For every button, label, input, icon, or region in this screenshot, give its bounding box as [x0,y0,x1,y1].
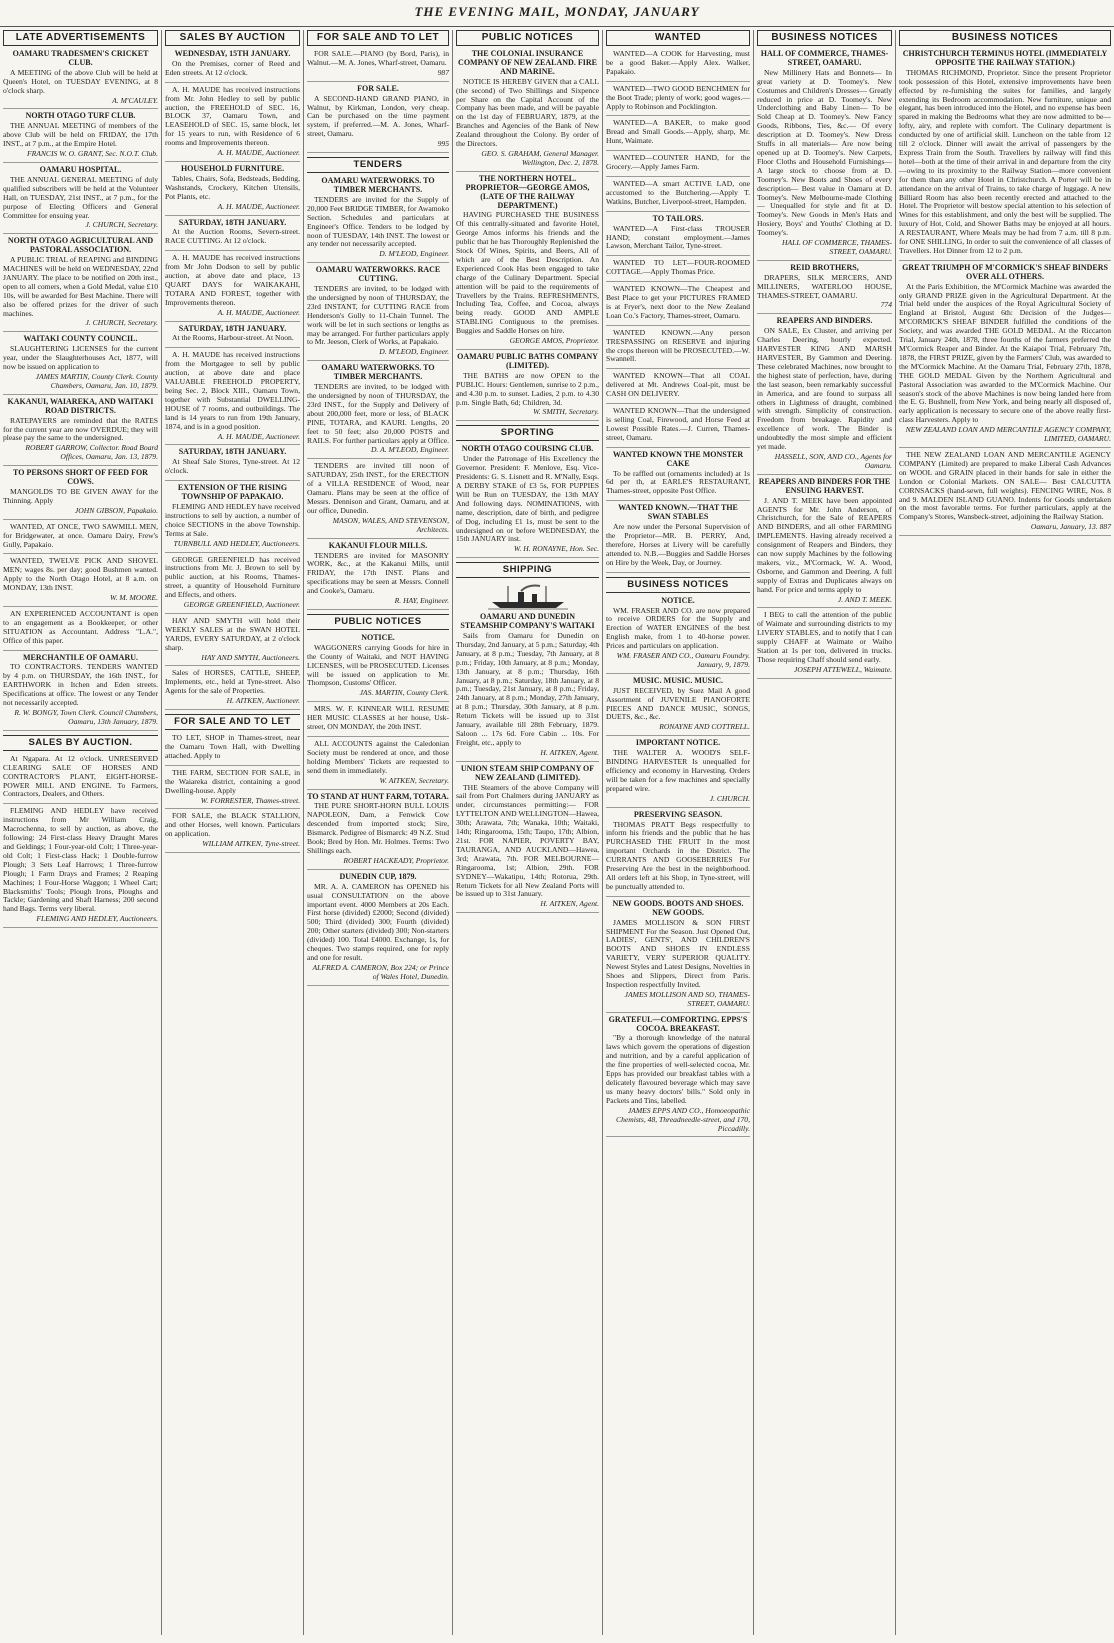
ad-body: I BEG to call the attention of the public of Waimate and surrounding districts to my LIVERY STABLES, and to notify that I can supply CHAFF at Waimate or Waiho Station at 1s per ton, delivered in trucks. Those requiring Chaff should send early. [757,610,892,664]
steamship-icon [488,582,568,610]
ad-body: TENDERS are invited for the Supply of 20,000 Feet BRIDGE TIMBER, for Awamoko Section. Schedules and particulars at Engineer's Office. Tenders to be lodged by noon of TUESDAY, 14th INST. The lowest or any tender not necessarily accepted. [307,194,449,249]
ad-signature: GEO. S. GRAHAM, General Manager. Wellington, Dec. 2, 1878. [481,148,599,167]
ad-signature: W. SMITH, Secretary. [533,407,599,417]
ad-title: SATURDAY, 18TH JANUARY. [178,323,287,333]
column-wanted [603,30,754,1635]
advertisement [606,739,750,807]
advertisement [165,219,300,252]
ad-body: THE ANNUAL MEETING of members of the above Club will be held on FRIDAY, the 17th INST., at 7 p.m., at the Empire Hotel. [3,121,158,149]
advertisement [757,50,892,261]
ad-body: MR. A. A. CAMERON has OPENED his usual CONSULTATION on the above important event. 4000 Members at 20s Each. First horse (divided) £2000; Second (divided) 500; Third (divided) 300; Fourth (divided) 200; Other starters (divided) 300; Non-starters (divided) 100. Total £4000. Exchange, 1s, for cheques. Two stamps required, one for reply and one for result. [307,881,449,962]
ad-body: WANTED—TWO GOOD BENCHMEN for the Boot Trade; plenty of work; good wages.—Apply to Robinson and Pocklington. [606,83,750,111]
ad-signature: GEORGE AMOS, Proprietor. [509,336,599,346]
advertisement [307,740,449,790]
ad-signature: RONAYNE AND COTTRELL. [659,722,750,732]
ad-signature: GEORGE GREENFIELD, Auctioneer. [183,600,300,610]
ad-body: WANTED, AT ONCE, TWO SAWMILL MEN, for Bridgewater, at once. Oamaru Dairy, Frew's Gully, Papakaio. [3,521,158,549]
advertisement [165,734,300,766]
column-header: BUSINESS NOTICES [757,30,892,46]
ad-title: CHRISTCHURCH TERMINUS HOTEL (IMMEDIATELY OPPOSITE THE RAILWAY STATION.) [902,49,1108,67]
ad-title: OAMARU WATERWORKS. TO TIMBER MERCHANTS. [321,176,435,194]
advertisement [757,264,892,315]
ad-signature: 995 [437,139,449,149]
ad-body: THOMAS PRATT Begs respectfully to inform his friends and the public that he has PURCHASED THE FRUIT In the most important Orchards in the District. The CURRANTS AND GOOSEBERRIES For Preserving Are the best in the neighborhood. All orders left at his Shop, in Tyne-street, will be punctually attended to. [606,819,750,891]
advertisement [456,50,599,172]
ad-signature: ALFRED A. CAMERON, Box 224; or Prince of Wales Hotel, Dunedin. [312,962,449,981]
ad-title: OAMARU TRADESMEN'S CRICKET CLUB. [12,49,149,67]
advertisement [3,398,158,466]
advertisement [606,1016,750,1138]
advertisement [606,50,750,82]
ad-title: MERCHANTILE OF OAMARU. [22,652,139,662]
column-sales-by-auction [162,30,304,1635]
column-header: WANTED [606,30,750,46]
column-for-sale-and-to-let [304,30,453,1635]
ad-signature: JAMES MARTIN, County Clerk. County Chambers, Oamaru, Jan. 10, 1879. [35,372,158,390]
advertisement [307,873,449,986]
ad-body: Sails from Oamaru for Dunedin on Thursday, 2nd January, at 5 p.m.; Saturday, 4th January, at 8 p.m.; Tuesday, 7th January, at 8 p.m.; Friday, 10th January, at 8 p.m.; Monday, 13th January, at 8 p.m.; Thursday, 16th January, at 8 p.m.; Saturday, 18th January, at 8 p.m.; Tuesday, 21st January, at 8 p.m.; Friday, 24th January, at 8 p.m.; Monday, 27th January, at 8 p.m.; Thursday, 30th January, at 8 p.m. Return Tickets will be issued up to 31st January, available till 28th February, 1879. Saloon ... 17s 6d. Fore Cabin ... 10s. For Freight, etc., apply to [456,631,599,747]
advertisement [307,85,449,153]
ad-signature: H. AITKEN, Auctioneer. [226,696,300,706]
advertisement [606,285,750,326]
ad-body: WANTED, TWELVE PICK AND SHOVEL MEN; wages 8s. per day; good Bushmen wanted. Apply to the North Otago Hotel, at 8 a.m. on MONDAY, 13th INST. [3,556,158,593]
ad-body: J. AND T. MEEK have been appointed AGENTS for Mr. John Anderson, of Christchurch, for the Sale of REAPERS AND BINDERS, and all other FARMING IMPLEMENTS. Having already received a consignment of Reapers and Binders, they can now supply Machines by the following makers, viz., M'Cormack, W. A. Wood, Osborne, and Gammon and Deering. A full supply of Extras and Duplicates always on hand. For price and terms apply to [757,495,892,594]
ad-signature: R. W. BONGY, Town Clerk. Council Chambers, Oamaru, 13th January, 1879. [14,708,158,726]
ad-title: TO PERSONS SHORT OF FEED FOR COWS. [13,468,148,487]
ad-body: WANTED—A COOK for Harvesting, must be a good Baker.—Apply Alex. Walker, Papakaio. [606,49,750,76]
ad-title: NOTICE. [661,595,695,605]
ad-signature: A. H. MAUDE, Auctioneer. [217,431,300,441]
column-header: PUBLIC NOTICES [456,30,599,46]
column-header: LATE ADVERTISEMENTS [3,30,158,46]
ad-body: WANTED—A BAKER, to make good Bread and Small Goods.—Apply, sharp, Mr. Hunt, Waimate. [606,118,750,146]
advertisement [165,448,300,481]
section-header: FOR SALE AND TO LET [165,714,300,730]
advertisement [165,769,300,810]
ad-body: AN EXPERIENCED ACCOUNTANT is open to an engagement as a Bookkeeper, or other SITUATION as Accountant. Address "L.A.", Office of this paper. [3,608,158,645]
ad-title: WEDNESDAY, 15TH JANUARY. [174,49,291,58]
ad-body: THE Steamers of the above Company will sail from Port Chalmers during JANUARY as under, circumstances permitting:— FOR LYTTELTON AND WELLINGTON—Hawea, 30th; Arawata, 7th; Wanaka, 10th; Waitaki, 14th; Ringarooma, 15th; Taupo, 17th; Albion, 21st. FOR NAPIER, POVERTY BAY, TAURANGA, AND AUCKLAND—Hawea, 3rd; Arawata, 7th. FOR MELBOURNE—Ringarooma, 1st; Albion, 29th. FOR SYDNEY—Wakatipu, 14th; Rotorua, 29th. Return Tickets for all New Zealand Ports will be issued up to 31st January. [456,782,600,899]
ad-body: WANTED—A First-class TROUSER HAND; constant employment.—James Lawson, Merchant Tailor, Tyne-street. [606,223,750,251]
ad-body: JUST RECEIVED, by Suez Mail A good Assortment of JUVENILE PIANOFORTE PIECES AND DANCE MUSIC, SONGS, DUETS, &c., &c. [606,685,750,722]
advertisement [606,900,750,1013]
ad-body: WANTED KNOWN—That all COAL delivered at Mt. Andrews Coal-pit, must be CASH ON DELIVERY. [606,371,750,399]
ad-signature: FRANCIS W. O. GRANT, Sec. N.O.T. Club. [26,149,158,159]
advertisement [165,165,300,216]
ad-body: THE ANNUAL GENERAL MEETING of duly qualified subscribers will be held at the Volunteer Hall, on TUESDAY, 21st INST., at 7 p.m., for the purpose of Electing Officers and General Committee for ensuing year. [3,174,158,220]
ad-body: At Sheaf Sale Stores, Tyne-street. At 12 o'clock. [165,457,300,476]
advertisement [307,793,449,870]
advertisement [165,86,300,162]
advertisement [606,504,750,572]
advertisement [606,372,750,404]
column-late-advertisements [0,30,162,1635]
section-header: BUSINESS NOTICES [606,577,750,593]
advertisement [606,811,750,897]
column-header: FOR SALE AND TO LET [307,30,449,46]
column-header: BUSINESS NOTICES [899,30,1111,46]
ad-title: OAMARU PUBLIC BATHS COMPANY (LIMITED). [457,352,598,370]
ad-signature: W. H. RONAYNE, Hon. Sec. [513,544,599,554]
ad-body: RATEPAYERS are reminded that the RATES for the current year are now OVERDUE; they will please pay the same to the undersigned. [3,415,158,443]
advertisement [606,451,750,502]
ad-signature: J. CHURCH, Secretary. [85,318,158,328]
advertisement [606,597,750,674]
masthead: THE EVENING MAIL, MONDAY, JANUARY [0,0,1114,27]
ad-signature: HALL OF COMMERCE, THAMES-STREET, OAMARU. [782,238,892,256]
ad-title: NORTH OTAGO TURF CLUB. [25,111,136,121]
ad-body: Sales of HORSES, CATTLE, SHEEP, Implements, etc., held at Tyne-street. Also Agents for the sale of Properties. [165,668,300,696]
advertisement [757,611,892,678]
ad-signature: J. AND T. MEEK. [837,594,892,604]
ad-signature: A. M'CAULEY. [112,95,158,105]
ad-body: Under the Patronage of His Excellency the Governor. President: F. Menlove, Esq. Vice-Presidents: G. S. Lisnett and R. M'Nally, Esqs. A DERBY STAKE of £3 5s, FOR PUPPIES Will be Run on TUESDAY, the 13th MAY And following days. NOMINATIONS, with name, description, date of birth, and pedigree of Dog, including £1 1s, must be sent to the undersigned on or before WEDNESDAY, the 15th JANUARY inst. [456,454,599,544]
ad-body: TENDERS are invited, to be lodged with the undersigned by noon of THURSDAY, the 23rd INSTANT, for CUTTING RACE from Henderson's Gully to 11-Chain Tunnel. The work will be let in such sections or lengths as may be arranged. For further particulars apply to Mr. Jeeson, Clerk of Works, at Papakaio. [307,284,449,347]
ad-signature: WM. FRASER AND CO., Oamaru Foundry. January, 9, 1879. [616,651,750,669]
ad-body: ON SALE, Ex Cluster, and arriving per Charles Deering, hourly expected. HARVESTER KING AND MARSH HARVESTER, By Gammon and Deering. These celebrated Machines, now brought to the highest state of perfection, have, during the last season, been remarkably successful in America, and are found to surpass all others in Lightness of draught, combined with strength. Simplicity of construction. Freedom from breakage. Rapidity and excellence of work. The Binder is undoubtedly the most simple and efficient yet made. [757,326,892,452]
advertisement [606,119,750,151]
ad-title: NORTH OTAGO COURSING CLUB. [461,444,594,454]
ad-body: WM. FRASER AND CO. are now prepared to receive ORDERS for the Supply and Erection of WATER ENGINES of the best English make, from 1 to 40-horse power. Prices and particulars on application. [606,605,750,651]
advertisement [456,613,599,762]
ad-body: THE FARM, SECTION FOR SALE, in the Waiareka district, containing a good Dwelling-house. Apply [165,767,300,795]
ad-body: At Ngapara. At 12 o'clock. UNRESERVED CLEARING SALE OF HORSES AND CONTRACTOR'S PLANT, EIGHT-HORSE-POWER MILL AND ENGINE. To Farmers, Contractors, Dealers, and Others. [3,753,158,799]
ad-body: ALL ACCOUNTS against the Caledonian Society must be rendered at once, and those holding Members' Tickets are requested to send them in immediately. [307,739,449,775]
ad-body: HAVING PURCHASED THE BUSINESS Of this centrally-situated and favorite Hotel, George Amos informs his friends and the public that he has Thoroughly Replenished the Stock Of Wines, Spirits, and Beers, All of which are of the Best Description. An Experienced Cook Has been engaged to take charge of the Culinary Department. Special attention will be paid to the requirements of Travellers by the Trains. REFRESHMENTS, Including Tea, Coffee, and Cocoa, always being ready. GOOD AND AMPLE STABLING Contiguous to the premises. Buggies and Saddle Horses on hire. [456,210,599,336]
ad-signature: TURNBULL AND HEDLEY, Auctioneers. [173,538,300,548]
ad-body: WANTED KNOWN.—Any person TRESPASSING on RESERVE and injuring the crops thereon will be PROSECUTED.—W. Swannell. [606,327,750,364]
ad-signature: ROBERT HACKEADY, Proprietor. [343,855,449,865]
advertisement [606,259,750,282]
advertisement [165,812,300,853]
advertisement [307,542,449,610]
ad-title: PRESERVING SEASON. [633,809,723,819]
advertisement [307,634,449,702]
advertisement [899,451,1111,536]
ad-title: THE NORTHERN HOTEL. PROPRIETOR—GEORGE AMOS, (LATE OF THE RAILWAY DEPARTMENT.) [465,173,590,210]
column-public-notices [453,30,603,1635]
advertisement [307,364,449,459]
advertisement [3,610,158,651]
ad-body: FOR SALE.—PIANO (by Bord, Paris), in Walnut.—M. A. Jones, Wharf-street, Oamaru. [307,49,449,67]
ad-title: OAMARU HOSPITAL. [39,164,122,174]
advertisement [456,445,599,558]
ad-body: WANTED TO LET—FOUR-ROOMED COTTAGE.—Apply Thomas Price. [606,258,750,277]
ad-title: REID BROTHERS, [790,262,859,272]
ad-body: THOMAS RICHMOND, Proprietor. Since the present Proprietor took possession of this Hotel, extensive improvements have been effected by re-furnishing the suites for families, and largely extending its Bedroom accommodation. New furniture, unique and elegant, has been introduced into the Hotel, and no expense has been spared in making the Bedrooms what they are now admitted to be—lofty, airy, and replete with comfort. The Culinary department is conducted by one of artificial skill. Luncheon on the table from 12 till 2 o'clock. Dinner will await the arrival of passengers by the Express Train from the South. Travellers by railway will find this hotel—both at the time of their arrival in and departure from the city—owing to its proximity to the Railway Station—more convenient for them than any other Hotel in Christchurch. A Porter will be in attendance on the arrival of Trains, to take charge of luggage. A new Billiard Room has also been recently erected and attached to the Hotel. The Proprietor will bestow special attention to his selection of Wines for this establishment, and only the best will be supplied. The luxury of Hot, Cold, and Shower Baths may be enjoyed at all hours. A RESTAURANT, Where Meals may be had from 7 a.m. till 8 p.m. for ONE SHILLING, In order to suit the convenience of all classes of Travellers. Hot Dinner from 12 to 2 p.m. [899,67,1111,255]
ad-title: WANTED KNOWN.—THAT THE SWAN STABLES [618,503,738,522]
ad-title: GREAT TRIUMPH OF M'CORMICK'S SHEAF BINDERS OVER ALL OTHERS. [902,262,1108,281]
ad-body: TO LET, SHOP in Thames-street, near the Oamaru Town Hall, with Dwelling attached. Apply to [165,733,300,760]
ad-body: SLAUGHTERING LICENSES for the current year, under the Slaughterhouses Act, 1877, will now be issued on application to [3,344,158,372]
ad-title: REAPERS AND BINDERS FOR THE ENSUING HARVEST. [758,476,891,495]
ad-title: TO TAILORS. [652,213,704,223]
section-header: SALES BY AUCTION. [3,735,158,751]
advertisement [165,484,300,552]
column-business-notices-left [754,30,896,1635]
advertisement [606,677,750,736]
ad-body: At the Paris Exhibition, the M'Cormick Machine was awarded the only GRAND PRIZE given in the Agricultural Department. At the Trial held under the auspices of the Royal Agricultural Society of England at Bristol, August 6th: Decision of the Judges—M'CORMICK'S SHEAF BINDER fulfilled the conditions of the Society, and was awarded THE GOLD MEDAL. At the Riccarton Trial, January 24th, 1878, three fourths of the farmers preferred the M'Cormick Reaper and Binder. At the Kaiapoi Trial, February 7th, 1878, the FIRST PRIZE, given by the Farmers' Club, was awarded to the M'Cormick Machine. At the Oamaru Trial, February 27th, 1878, THE GOLD MEDAL Given by the Northern Agricultural and Pastoral Association was awarded to the M'Cormick Machine. Our season's stock of the above Machines is now being landed here from the E. G. Bushnell, from New York, and being nearly all disposed of, early application is necessary to secure one of the above really first-class Harvesters. Apply to [899,281,1111,425]
ad-body: HAY AND SMYTH will hold their WEEKLY SALES at the SWAN HOTEL YARDS, EVERY SATURDAY, at 2 o'clock sharp. [165,615,300,652]
ad-body: "By a thorough knowledge of the natural laws which govern the operations of digestion and nutrition, and by a careful application of the fine properties of well-selected cocoa, Mr. Epps has provided our breakfast tables with a delicately flavoured beverage which may save us many heavy doctors' bills." Sold only in Packets and Tins, labelled. [606,1033,750,1105]
ad-body: MRS. W. F. KINNEAR WILL RESUME HER MUSIC CLASSES at her house, Usk-street, ON MONDAY, the 20th INST. [307,704,449,732]
ad-title: WANTED KNOWN THE MONSTER CAKE [612,449,744,468]
ad-signature: D. A. M'LEOD, Engineer. [370,445,449,455]
advertisement [165,617,300,667]
ad-title: MUSIC. MUSIC. MUSIC. [632,675,723,685]
ad-signature: R. HAY, Engineer. [394,596,449,606]
ad-title: DUNEDIN CUP, 1879. [339,871,417,881]
advertisement [3,807,158,928]
ad-body: NOTICE IS HEREBY GIVEN that a CALL (the second) of Two Shillings and Sixpence per Share on the Capital Account of the Company has been made, and will be payable on the 1st day of FEBRUARY, 1879, at the Branches and Agencies of the Bank of New Zealand throughout the Colony. By order of the Directors. [456,76,599,149]
ad-signature: 774 [880,300,892,310]
ad-signature: FLEMING AND HEDLEY, Auctioneers. [36,914,158,924]
ad-title: REAPERS AND BINDERS. [776,316,873,326]
ad-body: Tables, Chairs, Sofa, Bedsteads, Bedding, Washstands, Crockery, Kitchen Utensils, Pot Plants, etc. [165,173,300,201]
ad-title: SATURDAY, 18TH JANUARY. [178,217,287,227]
ad-body: A PUBLIC TRIAL of REAPING and BINDING MACHINES will be held on WEDNESDAY, 22nd JANUARY. The place to be notified on 20th inst., open to all comers, when a Gold Medal, value £10 10s, will be awarded for Best Machine. There will also be offered prizes for the driver of such machines. [3,255,158,318]
ad-signature: JOHN GIBSON, Papakaio. [74,505,158,515]
ad-signature: Oamaru, January, 13. 887 [1030,522,1111,532]
ad-signature: W. M. MOORE. [109,593,158,603]
ad-title: WAITAKI COUNTY COUNCIL. [23,334,138,344]
ad-signature: D. M'LEOD, Engineer. [379,249,449,259]
section-header: SHIPPING [456,562,599,578]
column-business-notices-right [896,30,1114,1635]
advertisement [3,112,158,163]
ad-body: FLEMING AND HEDLEY have received instructions to sell by auction, a number of choice SECTIONS in the above Township. Terms at Sale. [165,501,300,538]
advertisement [307,50,449,82]
advertisement [307,705,449,737]
advertisement [3,557,158,607]
ad-title: GRATEFUL—COMFORTING. EPPS'S COCOA. BREAKFAST. [608,1014,748,1033]
ad-signature: J. CHURCH, Secretary. [85,220,158,230]
section-header: PUBLIC NOTICES [307,614,449,630]
advertisement [456,765,599,914]
ad-body: Are now under the Personal Supervision of the Proprietor—MR. B. PERRY, And, therefore, Horses at Livery will be carefully attended to. N.B.—Buggies and Saddle Horses on Hire by the Week, Day, or Journey. [606,522,750,567]
advertisement [456,175,599,350]
ad-body: On the Premises, corner of Reed and Eden streets. At 12 o'clock. [165,58,300,77]
ad-body: WANTED—A smart ACTIVE LAD, one accustomed to the Butchering.—Apply T. Watkins, Butcher, Liverpool-street, Hampden. [606,178,750,206]
advertisement [3,166,158,234]
ad-body: THE WALTER A. WOOD'S SELF-BINDING HARVESTER Is unequalled for efficiency and economy in Harvesting. Orders will be taken for a few machines and specially prepared wire. [606,748,750,793]
ad-signature: W. FORRESTER, Thames-street. [200,795,300,805]
advertisement [606,407,750,448]
advertisement [3,523,158,555]
ad-body: WANTED KNOWN—That the undersigned is selling Coal, Firewood, and Horse Feed at Lowest Possible Rates.—J. Curren, Thames-street, Oamaru. [606,406,750,442]
ad-title: OAMARU WATERWORKS. RACE CUTTING. [315,265,441,284]
ad-body: FLEMING AND HEDLEY have received instructions from Mr William Craig, Macrochenna, to sell by auction, as above, the following: 24 First-class Heavy Draught Mares and Geldings; 1 Four-year-old Colt; 1 Three-year-old Colt; 1 First-class Hack; 1 Double-furrow Plough; 3 Sets Leaf Harrows; 1 Three-furrow Plough; 1 Farm Drays and Frames; 2 Reaping Machines; 1 Four-Horse Waggon; 1 Wheel Cart; Blacksmiths' Tools; Plough Irons, Ploughs and Tackle; Gardening and Shaft Harness; 200 second hand Bags. Terms very liberal. [3,806,158,914]
ad-body: FOR SALE, the BLACK STALLION, and other Horses, well known. Particulars on application. [165,811,300,839]
ad-title: SATURDAY, 18TH JANUARY. [178,447,287,457]
ad-signature: JAMES MOLLISON AND SO, THAMES-STREET, OAMARU. [624,989,750,1008]
advertisement [3,469,158,520]
advertisement [3,654,158,731]
ad-title: EXTENSION OF THE RISING TOWNSHIP OF PAPAKAIO. [177,483,288,502]
ad-body: GEORGE GREENFIELD has received instructions from Mr. J. Brown to sell by public auction, at his Rooms, Thames-street, a quantity of Household Furniture and Effects, and others. [165,554,300,600]
advertisement [606,154,750,177]
ad-signature: HASSELL, SON, AND CO., Agents for Oamaru. [774,451,892,470]
ad-body: TENDERS are invited for MASONRY WORK, &c., at the Kakanui Mills, until FRIDAY, the 17th INST. Plans and specifications may be seen at Messrs. Connell and Cooke's, Oamaru. [307,550,449,596]
ad-title: THE COLONIAL INSURANCE COMPANY OF NEW ZEALAND. FIRE AND MARINE. [458,49,597,76]
ad-signature: JAMES EPPS AND CO., Homoeopathic Chemists, 48, Threadneedle-street, and 170, Piccadilly. [616,1105,750,1133]
ad-body: A. H. MAUDE has received instructions from Mr. John Hedley to sell by public auction, the FREEHOLD of SEC. 16, BLOCK 37, Oamaru Town, and LEASEHOLD of SEC. 15, same block, let for 15 years to run, with Residence of 6 rooms and Improvements thereon. [165,84,300,148]
advertisement [606,85,750,117]
ad-body: DRAPERS, SILK MERCERS, AND MILLINERS, WATERLOO HOUSE, THAMES-STREET, OAMARU. [757,272,892,300]
advertisement [165,556,300,614]
ad-body: A SECOND-HAND GRAND PIANO, in Walnut, by Kirkman, London, very cheap. Can be purchased on the time payment system, if preferred.—M. A. Jones, Wharf-street, Oamaru. [307,93,449,139]
ad-signature: JAS. MARTIN, County Clerk. [359,688,449,698]
ad-title: HOUSEHOLD FURNITURE. [180,163,285,173]
advertisement [606,215,750,257]
advertisement [456,353,599,421]
ad-signature: W. AITKEN, Secretary. [379,775,449,785]
ad-body: A. H. MAUDE has received instructions from the Mortgagee to sell by public auction, at above date and place VALUABLE FREEHOLD PROPERTY, being Sec. 2, Block XIII., Oamaru Town, together with Substantial DWELLING-HOUSE of 7 rooms, and outbuildings. The land is 14 years to run from 19th January, 1874, and is in a good position. [165,350,300,431]
advertisement [3,335,158,394]
advertisement [307,462,449,538]
ad-body: TO CONTRACTORS. TENDERS WANTED by 4 p.m. on THURSDAY, the 16th INST., for EARTHWORK in Itchen and Eden streets. Specifications at office. The lowest or any Tender not necessarily accepted. [3,662,158,708]
ad-title: NORTH OTAGO AGRICULTURAL AND PASTORAL ASSOCIATION. [7,236,154,255]
ad-title: NEW GOODS. BOOTS AND SHOES. NEW GOODS. [612,898,744,917]
ad-body: A MEETING of the above Club will be held at Queen's Hotel, on TUESDAY EVENING, at 8 o'clock sharp. [3,67,158,95]
ad-signature: H. AITKEN, Agent. [540,747,599,757]
advertisement [899,50,1111,261]
ad-signature: JOSEPH ATTEWELL, Waimate. [793,664,892,674]
advertisement [3,50,158,109]
ad-body: JAMES MOLLISON & SON FIRST SHIPMENT For the Season. Just Opened Out, LADIES', GENTS', AND CHILDREN'S BOOTS AND SHOES IN ENDLESS VARIETY, VERY SUPERIOR QUALITY. Newest Styles and Latest Designs, Novelties in Shoes and Slippers, Direct from Paris. Inspection respectfully Invited. [606,917,750,989]
ad-body: A. H. MAUDE has received instructions from Mr John Dodson to sell by public auction, at above date and place, 13 QUART DAYS for WAIKAKAHI, TOTARA AND FOREST, together with Improvements thereon. [165,253,300,307]
ad-body: WANTED KNOWN—The Cheapest and Best Place to get your PICTURES FRAMED is at Fryer's, next door to the New Zealand Loan Co.'s Factory, Thames-street, Oamaru. [606,284,750,320]
advertisement [757,317,892,474]
ad-signature: H. AITKEN, Agent. [540,899,599,909]
advertisement [165,351,300,445]
advertisement [165,669,300,710]
advertisement [307,177,449,263]
ad-title: IMPORTANT NOTICE. [635,738,721,748]
ad-body: At the Rooms, Harbour-street. At Noon. [172,333,294,343]
advertisement [3,237,158,332]
ad-body: New Millinery Hats and Bonnets— In great variety at D. Toomey's. New Costumes and Children's Dresses— Greatly reduced in price at D. Toomey's. New Underclothing and Baby Linen— To be Sold Cheap at D. Toomey's. New Fancy Goods, Ribbons, Ties, &c.— Of every description at D. Toomey's. New Dress Stuffs in all materials— Are now being opened up at D. Toomey's. New Carpets, Floor Cloths and Household Furnishings— A large stock to choose from at D. Toomey's. New Boots and Shoes of every description— Best value in Oamaru at D. Toomey's. New Melbourne-made Clothing— Unequalled for style and fit at D. Toomey's. New Goods in Men's Hats and Hosiery, Boys' and Youths' Clothing at D. Toomey's. [757,67,892,238]
ad-signature: ROBERT GARROW, Collector. Road Board Offices, Oamaru, Jan. 13, 1879. [25,443,158,462]
advertisement [606,180,750,212]
ad-title: KAKANUI FLOUR MILLS. [328,540,428,550]
ad-signature: A. H. MAUDE, Auctioneer. [217,148,300,158]
ad-signature: D. M'LEOD, Engineer. [379,347,449,357]
ad-title: OAMARU AND DUNEDIN STEAMSHIP COMPANY'S WAITAKI [460,612,595,631]
section-header: TENDERS [307,157,449,173]
ad-title: UNION STEAM SHIP COMPANY OF NEW ZEALAND (LIMITED). [460,763,595,782]
ad-body: WANTED—COUNTER HAND, for the Grocery.—Apply James Farm. [606,153,750,172]
advertisement [899,264,1111,448]
section-header: SPORTING [456,425,599,441]
ad-signature: MASON, WALES, AND STEVENSON, Architects. [332,515,449,534]
advertisement [3,755,158,805]
ad-signature: A. H. MAUDE, Auctioneer. [217,201,300,211]
ad-title: KAKANUI, WAIAREKA, AND WAITAKI ROAD DISTRICTS. [7,396,154,415]
ad-title: HALL OF COMMERCE, THAMES-STREET, OAMARU. [760,49,889,67]
ad-body: At the Auction Rooms, Severn-street. RACE CUTTING. At 12 o'clock. [165,227,300,246]
advertisement [165,325,300,349]
ad-signature: A. H. MAUDE, Auctioneer. [217,307,300,317]
ad-title: FOR SALE. [357,83,399,93]
ad-body: THE PURE SHORT-HORN BULL LOUIS NAPOLEON, Dam, a Fenwick Cow descended from imported stock; Sire, Bismarck. Pedigree of Bismarck: 49 N.Z. Stud Book; Bred by Hon. Mr. Holmes. Terms: Two Shillings each. [307,801,449,855]
advertisement [165,50,300,83]
ad-body: TENDERS are invited, to be lodged with the undersigned by noon of THURSDAY, the 23rd INST., for the Supply and Delivery of about 200,000 feet, more or less, of BLACK PINE, TOTARA, and KAURI. Lengths, 20 feet to 50 feet; also 20,000 POSTS and RAILS. For further particulars apply at Office. [307,382,449,445]
advertisement [757,478,892,609]
ad-signature: NEW ZEALAND LOAN AND MERCANTILE AGENCY COMPANY, LIMITED, OAMARU. [905,425,1111,444]
ad-title: OAMARU WATERWORKS. TO TIMBER MERCHANTS. [321,363,435,382]
ad-signature: WILLIAM AITKEN, Tyne-street. [202,839,300,849]
ad-title: NOTICE. [361,632,395,642]
ad-body: WAGGONERS carrying Goods for hire in the County of Waitaki, and NOT HAVING LICENSES, will be PROSECUTED. Licenses will be issued on application to Mr. Thompson, Customs' Officer. [307,642,449,688]
ad-body: To be raffled out (ornaments included) at 1s 6d per th, at EARLE'S RESTAURANT, Thames-street, opposite Post Office. [606,468,750,496]
ad-body: THE BATHS are now OPEN to the PUBLIC. Hours: Gentlemen, sunrise to 2 p.m., and 4.30 p.m. to sunset. Ladies, 2 p.m. to 4.30 p.m. Single Bath, 6d; Children, 3d. [456,370,599,407]
advertisement [165,254,300,321]
advertisement [606,329,750,370]
ad-body: THE NEW ZEALAND LOAN AND MERCANTILE AGENCY COMPANY (Limited) are prepared to make Liberal Cash Advances on WOOL and GRAIN placed in their hands for sale in either the London or Colonial Markets. ON SALE— Best CALCUTTA CORNSACKS (hand-sewn, full weights). FENCING WIRE, Nos. 8 and 9. MALDEN ISLAND GUANO. Indents for Goods undertaken on the most favorable terms. For further particulars, apply at the Company's Stores, Wansbeck-street, adjoining the Railway Station. [899,449,1111,522]
ad-signature: HAY AND SMYTH, Auctioneers. [201,652,300,662]
ad-title: TO STAND AT HUNT FARM, TOTARA. [307,791,449,801]
ad-body: MANGOLDS TO BE GIVEN AWAY for the Thinning. Apply [3,486,158,505]
column-header: SALES BY AUCTION [165,30,300,46]
advertisement [307,266,449,361]
ad-signature: J. CHURCH. [709,793,750,803]
ad-body: TENDERS are invited till noon of SATURDAY, 25th INST., for the ERECTION of a VILLA RESIDENCE of Wood, near Oamaru. Plans may be seen at the office of Messrs. Dennison and Grant, Oamaru, and at our office, Dunedin. [307,461,449,515]
ad-signature: 987 [437,67,449,77]
